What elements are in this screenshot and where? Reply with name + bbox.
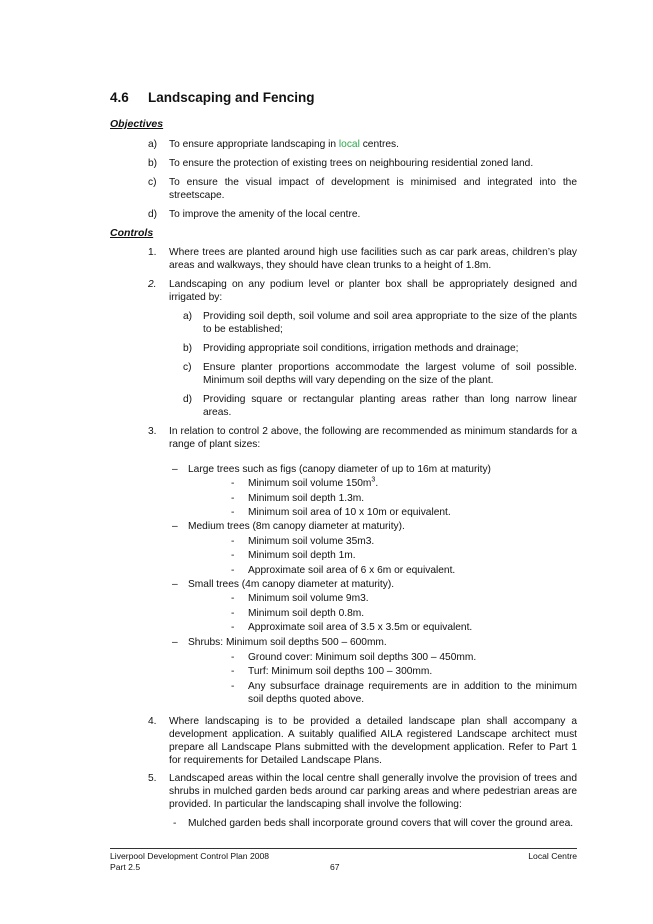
bullet-dash: - bbox=[231, 536, 235, 547]
objective-a-text-end: centres. bbox=[359, 139, 399, 150]
control-1-marker: 1. bbox=[148, 247, 157, 258]
group-4-dash: – bbox=[172, 637, 178, 648]
group-2-item-2: Minimum soil depth 1m. bbox=[248, 550, 356, 561]
objective-d-marker: d) bbox=[148, 209, 158, 220]
footer-rule bbox=[110, 848, 577, 849]
control-4-marker: 4. bbox=[148, 716, 157, 727]
control-3-marker: 3. bbox=[148, 426, 157, 437]
group-3-item-1: Minimum soil volume 9m3. bbox=[248, 593, 369, 604]
group-4-item-1: Ground cover: Minimum soil depths 300 – 450mm. bbox=[248, 652, 477, 663]
superscript: 3 bbox=[371, 476, 376, 484]
group-1-item-2: Minimum soil depth 1.3m. bbox=[248, 493, 365, 504]
control-2a: Providing soil depth, soil volume and soil area appropriate to the size of the plants to be established; bbox=[203, 311, 577, 335]
control-1: Where trees are planted around high use facilities such as car park areas, children’s play areas and walkways, they should have clean trunks to a height of 1.8m. bbox=[169, 247, 577, 271]
bullet-dash: - bbox=[231, 652, 235, 663]
section-number: 4.6 bbox=[110, 90, 129, 105]
control-2c-marker: c) bbox=[183, 362, 192, 373]
objective-a-marker: a) bbox=[148, 139, 158, 150]
bullet-dash: - bbox=[231, 681, 235, 692]
group-1: Large trees such as figs (canopy diameter of up to 16m at maturity) bbox=[188, 464, 491, 475]
bullet-dash: - bbox=[231, 622, 235, 633]
group-3-item-3: Approximate soil area of 3.5 x 3.5m or equivalent. bbox=[248, 622, 473, 633]
control-5-bullet-marker: - bbox=[173, 818, 177, 829]
control-2-marker: 2. bbox=[148, 279, 157, 290]
bullet-dash: - bbox=[231, 593, 235, 604]
bullet-dash: - bbox=[231, 565, 235, 576]
section-title: Landscaping and Fencing bbox=[148, 90, 315, 105]
footer-doc-title: Liverpool Development Control Plan 2008 bbox=[110, 851, 270, 861]
control-5: Landscaped areas within the local centre shall generally involve the provision of trees and shrubs in mulched garden beds around car parking areas and where pedestrian areas are provided. In particular the landscaping shall involve the following: bbox=[169, 773, 577, 810]
group-4-item-2: Turf: Minimum soil depths 100 – 300mm. bbox=[248, 666, 433, 677]
group-1-item-1 bbox=[248, 477, 577, 490]
objective-d: To improve the amenity of the local centre. bbox=[169, 209, 361, 220]
control-2d-marker: d) bbox=[183, 394, 193, 405]
group-1-item-1-end: . bbox=[375, 478, 379, 489]
group-3: Small trees (4m canopy diameter at maturity). bbox=[188, 579, 395, 590]
group-2-item-3: Approximate soil area of 6 x 6m or equivalent. bbox=[248, 565, 456, 576]
footer-section: Local Centre bbox=[528, 851, 577, 861]
objective-a-text: To ensure appropriate landscaping in bbox=[169, 139, 339, 150]
bullet-dash: - bbox=[231, 550, 235, 561]
objectives-heading: Objectives bbox=[110, 118, 164, 130]
bullet-dash: - bbox=[231, 608, 235, 619]
objective-c: To ensure the visual impact of development is minimised and integrated into the streetscape. bbox=[169, 177, 577, 201]
group-4-item-3: Any subsurface drainage requirements are in addition to the minimum soil depths quoted above. bbox=[248, 681, 577, 705]
page-number: 67 bbox=[330, 862, 340, 872]
group-4: Shrubs: Minimum soil depths 500 – 600mm. bbox=[188, 637, 387, 648]
objective-b: To ensure the protection of existing trees on neighbouring residential zoned land. bbox=[169, 158, 534, 169]
group-2: Medium trees (8m canopy diameter at maturity). bbox=[188, 521, 405, 532]
group-1-item-1-text: Minimum soil volume 150m bbox=[248, 478, 372, 489]
group-3-dash: – bbox=[172, 579, 178, 590]
objective-a bbox=[169, 138, 577, 151]
control-2b: Providing appropriate soil conditions, irrigation methods and drainage; bbox=[203, 343, 519, 354]
control-4: Where landscaping is to be provided a detailed landscape plan shall accompany a development application. A suitably qualified AILA registered Landscape architect must prepare all Landscape Plans submitted with the development application. Refer to Part 1 for requirements for Detailed Landscape Plans. bbox=[169, 716, 577, 766]
control-2b-marker: b) bbox=[183, 343, 193, 354]
group-1-item-3: Minimum soil area of 10 x 10m or equivalent. bbox=[248, 507, 451, 518]
control-2d: Providing square or rectangular planting areas rather than long narrow linear areas. bbox=[203, 394, 577, 418]
control-2c: Ensure planter proportions accommodate the largest volume of soil possible. Minimum soil depths will vary depending on the size of the plant. bbox=[203, 362, 577, 386]
objective-b-marker: b) bbox=[148, 158, 158, 169]
control-3: In relation to control 2 above, the following are recommended as minimum standards for a range of plant sizes: bbox=[169, 426, 577, 450]
bullet-dash: - bbox=[231, 507, 235, 518]
bullet-dash: - bbox=[231, 478, 235, 489]
control-5-bullet: Mulched garden beds shall incorporate ground covers that will cover the ground area. bbox=[188, 818, 574, 829]
control-5-marker: 5. bbox=[148, 773, 157, 784]
group-3-item-2: Minimum soil depth 0.8m. bbox=[248, 608, 365, 619]
group-1-dash: – bbox=[172, 464, 178, 475]
footer-part: Part 2.5 bbox=[110, 862, 141, 872]
controls-heading: Controls bbox=[110, 227, 154, 239]
group-2-dash: – bbox=[172, 521, 178, 532]
section-heading bbox=[110, 90, 315, 105]
control-2: Landscaping on any podium level or planter box shall be appropriately designed and irrigated by: bbox=[169, 279, 577, 303]
bullet-dash: - bbox=[231, 666, 235, 677]
control-2a-marker: a) bbox=[183, 311, 193, 322]
local-link[interactable]: local bbox=[338, 139, 360, 150]
objective-c-marker: c) bbox=[148, 177, 157, 188]
bullet-dash: - bbox=[231, 493, 235, 504]
group-2-item-1: Minimum soil volume 35m3. bbox=[248, 536, 375, 547]
